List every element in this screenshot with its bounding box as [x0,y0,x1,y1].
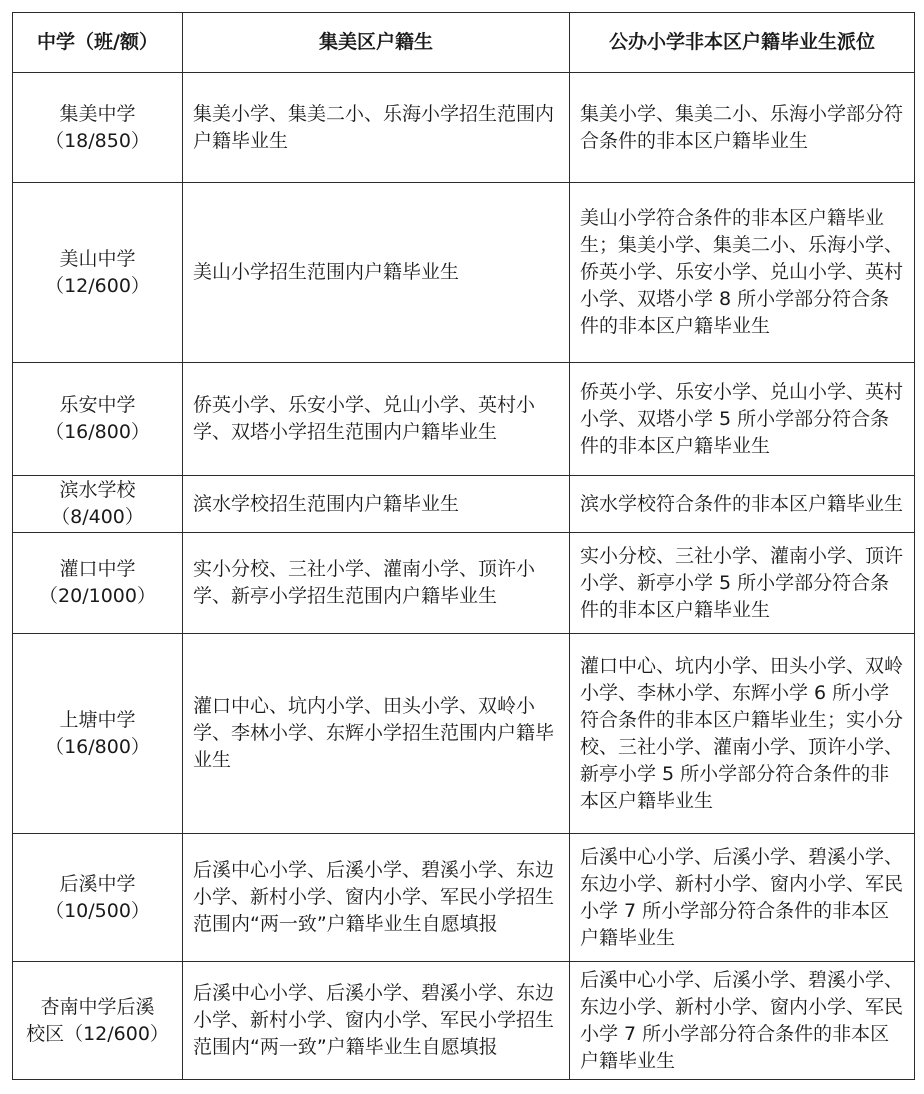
school-cell [13,183,183,363]
school-quota: （16/800） [45,735,150,758]
school-quota: （10/500） [45,899,150,922]
table-row [13,533,915,634]
nonlocal-cell: 侨英小学、乐安小学、兑山小学、英村小学、双塔小学 5 所小学部分符合条件的非本区户籍毕业生 [570,363,915,476]
table-row [13,962,915,1080]
school-name: 上塘中学 [59,708,136,731]
nonlocal-cell: 集美小学、集美二小、乐海小学部分符合条件的非本区户籍毕业生 [570,73,915,183]
school-cell [13,476,183,533]
header-local: 集美区户籍生 [183,13,570,73]
local-cell: 实小分校、三社小学、灌南小学、顶许小学、新亭小学招生范围内户籍毕业生 [183,533,570,634]
school-cell [13,834,183,962]
nonlocal-cell: 后溪中心小学、后溪小学、碧溪小学、东边小学、新村小学、窗内小学、军民小学 7 所小学部分符合条件的非本区户籍毕业生 [570,834,915,962]
allocation-table [12,12,915,1080]
local-cell: 滨水学校招生范围内户籍毕业生 [183,476,570,533]
table-row [13,363,915,476]
school-name: 杏南中学后溪 [40,995,155,1018]
local-cell: 后溪中心小学、后溪小学、碧溪小学、东边小学、新村小学、窗内小学、军民小学招生范围内“两一致”户籍毕业生自愿填报 [183,834,570,962]
school-name: 乐安中学 [59,394,136,416]
nonlocal-cell: 实小分校、三社小学、灌南小学、顶许小学、新亭小学 5 所小学部分符合条件的非本区户籍毕业生 [570,533,915,634]
school-name: 集美中学 [59,102,136,125]
nonlocal-cell: 美山小学符合条件的非本区户籍毕业生；集美小学、集美二小、乐海小学、侨英小学、乐安小学、兑山小学、英村小学、双塔小学 8 所小学部分符合条件的非本区户籍毕业生 [570,183,915,363]
nonlocal-cell: 灌口中心、坑内小学、田头小学、双岭小学、李林小学、东辉小学 6 所小学符合条件的非本区户籍毕业生；实小分校、三社小学、灌南小学、顶许小学、新亭小学 5 所小学部分符合条件的非本区户籍毕业生 [570,634,915,834]
nonlocal-cell: 后溪中心小学、后溪小学、碧溪小学、东边小学、新村小学、窗内小学、军民小学 7 所小学部分符合条件的非本区户籍毕业生 [570,962,915,1080]
local-cell: 侨英小学、乐安小学、兑山小学、英村小学、双塔小学招生范围内户籍毕业生 [183,363,570,476]
school-name: 滨水学校 [59,479,136,501]
table-row [13,476,915,533]
school-quota: （20/1000） [39,585,156,607]
local-cell: 后溪中心小学、后溪小学、碧溪小学、东边小学、新村小学、窗内小学、军民小学招生范围内“两一致”户籍毕业生自愿填报 [183,962,570,1080]
table-row [13,73,915,183]
school-quota: （18/850） [45,129,150,152]
school-name: 美山中学 [59,247,136,270]
school-cell [13,634,183,834]
table-row [13,834,915,962]
school-quota: （12/600） [45,274,150,297]
table-row [13,183,915,363]
school-quota: （8/400） [51,506,144,528]
school-cell [13,73,183,183]
school-cell [13,533,183,634]
school-cell [13,962,183,1080]
header-row [13,13,915,73]
nonlocal-cell: 滨水学校符合条件的非本区户籍毕业生 [570,476,915,533]
table-row [13,634,915,834]
local-cell: 集美小学、集美二小、乐海小学招生范围内户籍毕业生 [183,73,570,183]
school-quota: 校区（12/600） [26,1022,169,1045]
local-cell: 美山小学招生范围内户籍毕业生 [183,183,570,363]
school-name: 灌口中学 [59,558,136,580]
header-school: 中学（班/额） [13,13,183,73]
local-cell: 灌口中心、坑内小学、田头小学、双岭小学、李林小学、东辉小学招生范围内户籍毕业生 [183,634,570,834]
school-quota: （16/800） [45,421,150,443]
school-name: 后溪中学 [59,872,136,895]
school-cell [13,363,183,476]
header-nonlocal: 公办小学非本区户籍毕业生派位 [570,13,915,73]
